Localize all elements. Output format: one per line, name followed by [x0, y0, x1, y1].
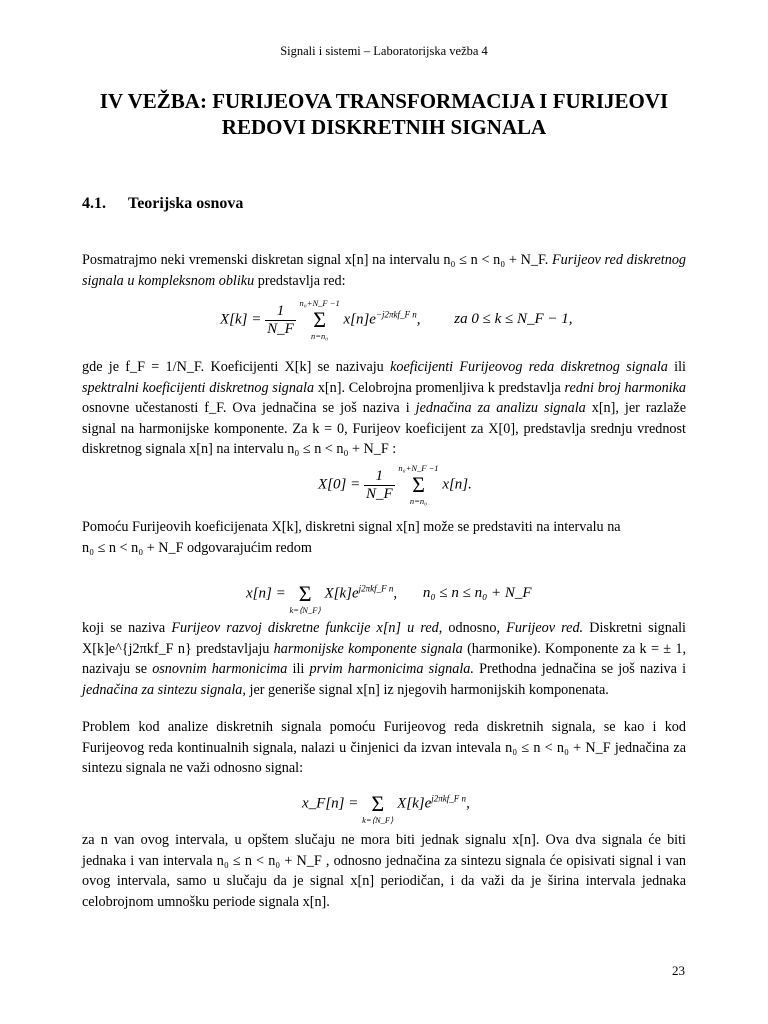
p4-text-a: koji se naziva	[82, 620, 166, 636]
eq1-condition: za 0 ≤ k ≤ N_F − 1,	[454, 311, 573, 328]
p2-text-e: x[n]. Celobrojna promenljiva k predstavlja	[317, 379, 561, 396]
eq3-condition: n₀ ≤ n ≤ n₀ + N_F	[422, 585, 532, 602]
page-number: 23	[672, 963, 685, 978]
eq4-tail: ,	[466, 795, 470, 812]
equation-analysis: X[k] = $\frac{1}{N\_F}$ n₀+N_F −1 Σ n=n₀ $x[n]e^{-j2\pi kf\_F n}$, za 0 ≤ k ≤ N_F − 1,	[220, 298, 573, 341]
p4-text-k: Prethodna jednačina se još naziva i	[479, 661, 687, 677]
eq2-fraction	[364, 468, 395, 503]
eq2-upper-limit: n₀+N_F −1	[398, 463, 439, 473]
eq1-numerator: 1	[265, 303, 296, 321]
eq2-lhs: X[0] =	[318, 476, 361, 493]
p2-emphasis-d: spektralni koeficijenti diskretnog signala	[82, 379, 315, 396]
paragraph-6: za n van ovog intervala, u opštem slučaju ne mora biti jednak signalu x[n]. Ova dva signala će biti jednaka i van intervala n₀ ≤ n < n₀ + N_F , odnosno jednačina za sintezu signala će opisivati signal i van ovog intervala, samo u slučaju da je signal x[n] periodičan, i da važi da je širina intervala jednaka celobrojnom umnošku periode signala x[n].	[82, 832, 686, 910]
eq1-lower-limit: n=n₀	[311, 331, 329, 341]
p4-emphasis-d: Furijeov red.	[506, 620, 584, 636]
eq4-term: X[k]e	[397, 795, 432, 812]
p4-text-c: , odnosno,	[438, 620, 501, 636]
p2-text-i: x[n], jer razlaže signal na harmonijske komponente. Za k = 0, Furijeov koeficijent za X[0], predstavlja srednju vrednost diskretnog signala x[n] na intervalu n₀ ≤ n < n₀ + N_F :	[82, 400, 687, 457]
paragraph-2	[82, 357, 686, 460]
section-title: Teorijska osnova	[128, 195, 244, 212]
eq2-sum	[398, 463, 438, 507]
title-line-1: IV VEŽBA: FURIJEOVA TRANSFORMACIJA I FURIJEOVI	[99, 89, 669, 113]
eq4-exponent: j2πkf_F n	[431, 793, 467, 804]
eq3-sum	[289, 572, 320, 616]
eq1-exponent: −j2πkf_F n	[375, 309, 417, 320]
running-header: Signali i sistemi – Laboratorijska vežba 4	[280, 44, 488, 58]
eq1-fraction	[265, 303, 296, 338]
eq3-exponent: j2πkf_F n	[358, 583, 394, 594]
eq1-sum	[300, 298, 340, 342]
p4-text-m: jer generiše signal x[n] iz njegovih harmonijskih komponenata.	[249, 681, 609, 698]
eq1-lhs: X[k] =	[220, 311, 262, 328]
equation-synthesis-outside	[302, 782, 470, 826]
p4-emphasis-h: osnovnim harmonicima	[152, 661, 288, 677]
section-heading	[82, 195, 243, 213]
p3-text-b: n₀ ≤ n < n₀ + N_F odgovarajućim redom	[82, 539, 312, 556]
sigma-symbol: Σ	[412, 472, 425, 497]
paragraph-3	[82, 517, 686, 558]
equation-synthesis: x[n] = Σ k=⟨N_F⟩ $X[k]e^{j2\pi kf\_F n}$, n₀ ≤ n ≤ n₀ + N_F	[246, 572, 532, 616]
p4-emphasis-l: jednačina za sintezu signala,	[82, 681, 246, 698]
page-title	[60, 88, 708, 140]
p2-emphasis-b: koeficijenti Furijeovog reda diskretnog signala	[390, 359, 668, 375]
sigma-symbol: Σ	[298, 581, 312, 606]
paragraph-4	[82, 618, 686, 700]
p3-text-a: Pomoću Furijeovih koeficijenata X[k], diskretni signal x[n] može se predstaviti na intervalu na	[82, 519, 621, 535]
equation-mean-value	[318, 463, 472, 507]
eq2-denominator: N_F	[365, 485, 393, 502]
section-number: 4.1.	[82, 195, 106, 212]
eq1-denominator: N_F	[267, 320, 294, 337]
p2-text-c: ili	[674, 359, 686, 375]
title-line-2: REDOVI DISKRETNIH SIGNALA	[221, 115, 547, 139]
eq4-lhs: x_F[n] =	[302, 795, 359, 812]
eq4-sum	[362, 782, 393, 826]
eq1-term: x[n]e	[343, 311, 376, 328]
eq2-numerator: 1	[364, 468, 395, 486]
p2-text-g: osnovne učestanosti f_F. Ova jednačina se još naziva i	[82, 400, 410, 416]
sigma-symbol: Σ	[313, 307, 327, 332]
eq2-lower-limit: n=n₀	[409, 496, 428, 506]
p1-text-a: Posmatrajmo neki vremenski diskretan signal x[n] na intervalu n₀ ≤ n < n₀ + N_F.	[82, 252, 549, 268]
p2-emphasis-f: redni broj harmonika	[564, 379, 687, 396]
p4-text-e: Diskretni signali X[k]e^{j2πkf_F n} predstavljaju	[82, 620, 686, 657]
p4-text-i: ili	[292, 661, 305, 677]
paragraph-5: Problem kod analize diskretnih signala pomoću Furijeovog reda diskretnih signala, se kao i kod Furijeovog reda kontinualnih signala, nalazi u činjenici da izvan intevala n₀ ≤ n < n₀ + N_F jednačina za sintezu signala ne važi odnosno signal:	[82, 719, 686, 776]
p2-emphasis-h: jednačina za analizu signala	[415, 400, 586, 416]
eq4-lower-limit: k=⟨N_F⟩	[362, 815, 394, 825]
eq3-lhs: x[n] =	[246, 585, 286, 602]
eq3-lower-limit: k=⟨N_F⟩	[289, 605, 321, 615]
eq2-term: x[n].	[442, 476, 472, 493]
eq3-term: X[k]e	[324, 585, 359, 602]
p1-emphasis: Furijeov red diskretnog signala u kompleksnom obliku	[82, 252, 687, 289]
p1-text-c: predstavlja red:	[257, 272, 346, 289]
paragraph-1	[82, 250, 686, 291]
p4-emphasis-b: Furijeov razvoj diskretne funkcije x[n] u red	[171, 620, 439, 636]
p4-emphasis-j: prvim harmonicima signala.	[309, 661, 474, 677]
p4-emphasis-f: harmonijske komponente signala	[273, 640, 463, 657]
eq1-upper-limit: n₀+N_F −1	[299, 298, 340, 308]
p4-text-g: (harmonike). Komponente za k = ± 1, nazivaju se	[82, 640, 686, 677]
sigma-symbol: Σ	[371, 791, 385, 816]
p2-text-a: gde je f_F = 1/N_F. Koeficijenti X[k] se nazivaju	[82, 359, 384, 375]
